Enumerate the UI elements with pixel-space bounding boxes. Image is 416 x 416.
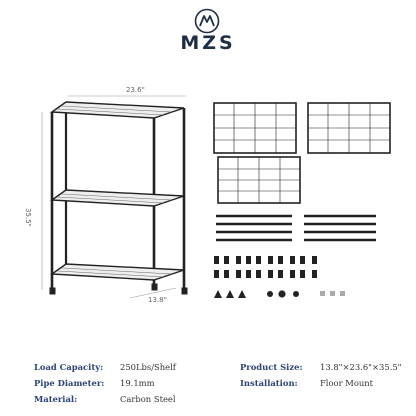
- shelf-panel-parts: [214, 103, 390, 203]
- wire-shelf-unit: [50, 102, 187, 294]
- installation-value: Floor Mount: [320, 378, 374, 388]
- load-capacity-label: Load Capacity:: [34, 362, 104, 372]
- pole-parts: [216, 216, 376, 240]
- load-capacity-value: 250Lbs/Shelf: [120, 362, 176, 372]
- installation-label: Installation:: [240, 378, 298, 388]
- material-label: Material:: [34, 394, 78, 404]
- spec-table: [34, 358, 402, 406]
- spec-row: [34, 362, 402, 376]
- width-dimension-label: 23.6": [126, 86, 145, 94]
- height-dimension-label: 35.5": [24, 208, 32, 227]
- pipe-diameter-label: Pipe Diameter:: [34, 378, 105, 388]
- pipe-diameter-value: 19.1mm: [120, 378, 155, 388]
- material-value: Carbon Steel: [120, 394, 176, 404]
- product-size-value: 13.8"×23.6"×35.5": [320, 362, 402, 372]
- brand-name: MZS: [180, 32, 236, 54]
- product-size-label: Product Size:: [240, 362, 303, 372]
- spec-row: [34, 378, 384, 392]
- hardware-parts: [214, 256, 345, 298]
- spec-row: [34, 394, 384, 408]
- depth-dimension-label: 13.8": [148, 296, 167, 304]
